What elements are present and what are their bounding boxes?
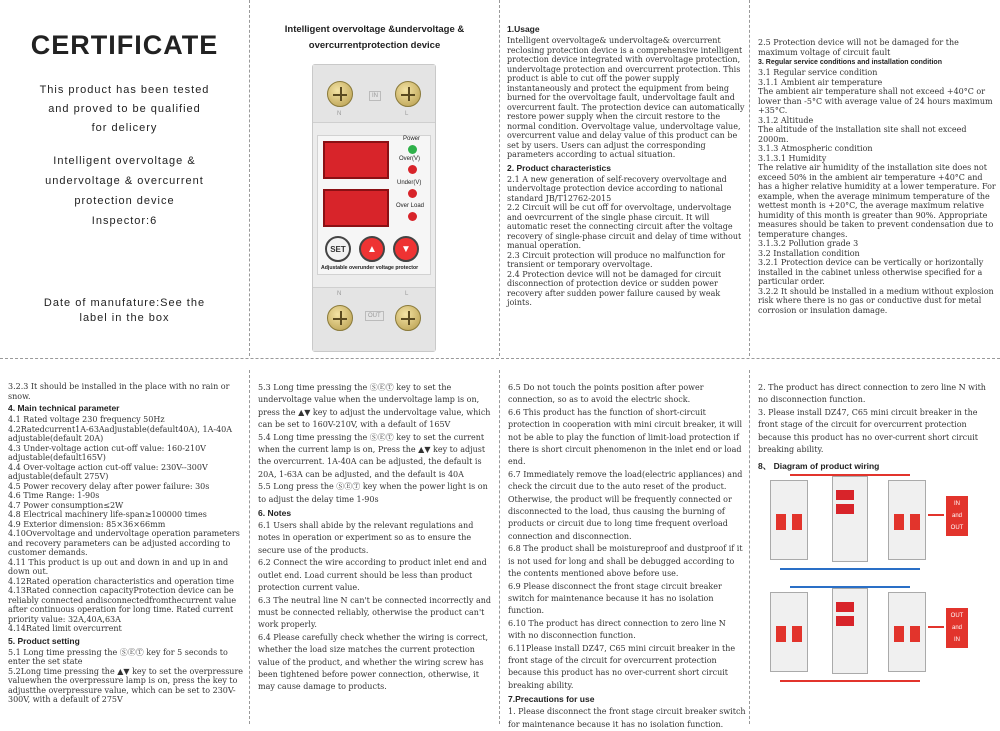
- terminal-label: L: [405, 111, 409, 117]
- wire-blue: [790, 586, 910, 588]
- voltage-display: [323, 141, 389, 179]
- terminal-label: L: [405, 291, 409, 297]
- certificate-line: Intelligent overvoltage &: [53, 155, 196, 167]
- technical-item: 4.4 Over-voltage action cut-off value: 230V--300V adjustable(default 275V): [8, 462, 208, 481]
- date-line: label in the box: [79, 312, 170, 324]
- device-panel: [250, 0, 499, 356]
- technical-item: 4.7 Power consumption≤2W: [8, 500, 124, 510]
- set-button[interactable]: SET: [325, 236, 351, 262]
- condition-item: 3.2.2 It should be installed in a medium without explosion risk where there is no gas or conductive dust for metal corrosion or insulation damage.: [758, 286, 994, 315]
- note-item: 6.6 This product has the function of short-circuit protection in cooperation with mini circuit breaker, it will not be able to play the function of limit-load protection if there is short circuit phenomenon in the inlet end or load end.: [508, 407, 743, 467]
- certificate-product: [0, 151, 249, 231]
- setting-panel: [258, 382, 496, 722]
- io-tag-line: OUT: [950, 525, 964, 531]
- power-led-icon: [408, 145, 417, 154]
- technical-item: 4.8 Electrical machinery life-span≥100000 times: [8, 510, 207, 519]
- breaker-handle-icon: [894, 626, 904, 642]
- overload-label: Over Load: [396, 203, 425, 209]
- divider: [499, 370, 500, 724]
- condition-item: 3.2 Installation condition: [758, 248, 860, 258]
- characteristic-item: 2.4 Protection device will not be damaged for circuit disconnection of protection device or sudden power recovery after sudden power failure caused by weak joints.: [507, 269, 722, 307]
- notes-heading: 6. Notes: [258, 508, 292, 519]
- certificate-line: for delicery: [91, 122, 158, 134]
- under-voltage-label: Under(V): [397, 180, 422, 186]
- divider: [249, 370, 250, 724]
- precautions-heading: 7.Precautions for use: [508, 694, 595, 705]
- note-item: 6.5 Do not touch the points position after power connection, so as to avoid the electric shock.: [508, 383, 704, 405]
- note-item: 6.11Please install DZ47, C65 mini circuit breaker in the front stage of the circuit for overcurrent protection because this product has no over-current short circuit breaking ability.: [508, 643, 736, 690]
- divider: [0, 358, 1000, 359]
- breaker-handle-icon: [792, 626, 802, 642]
- under-voltage-led-icon: [408, 189, 417, 198]
- wiring-panel: [758, 382, 996, 722]
- note-item: 6.2 Connect the wire according to product inlet end and outlet end. Load current should be less than product protection current value.: [258, 558, 487, 593]
- terminal-label: OUT: [365, 311, 384, 321]
- technical-item: 4.13Rated connection capacityProtection device can be reliably connected andisconnectedfromthecurrent value after continuous operation for long time. Rated current priority value: 32A,40A,63A: [8, 586, 237, 624]
- certificate-line: This product has been tested: [39, 84, 210, 96]
- notes-panel: [508, 382, 746, 729]
- wire-red: [790, 474, 910, 476]
- note-item: 6.7 Immediately remove the load(electric appliances) and check the circuit due to the auto reset of the product. Otherwise, the product will be frequently connected or disconnected to the load, thus causing the burning of products or circuit due to long time frequent overload connection and disconnection.: [508, 469, 743, 541]
- setting-item: 5.5 Long press the ⓈⒺⓉ key when the power light is on to adjust the delay time 1-90s: [258, 482, 488, 504]
- condition-item: 3.1.3.2 Pollution grade 3: [758, 239, 859, 248]
- characteristic-item: 2.3 Circuit protection will produce no malfunction for transient or temporary overvoltage.: [507, 250, 726, 269]
- screw-icon: [395, 305, 421, 331]
- technical-item: 4.1 Rated voltage 230 frequency 50Hz: [8, 415, 165, 424]
- note-item: 6.9 Please disconnect the front stage circuit breaker switch for maintenance because it has no isolation function.: [508, 581, 722, 616]
- io-tag-line: and: [951, 513, 962, 519]
- setting-item: 5.4 Long time pressing the ⓈⒺⓉ key to set the current when the current lamp is on, Press the ▲▼ key to adjust the overcurrent. 1A-40A can be adjusted, the default is 20A, 1-63A can be adjusted, and the default is 40A: [258, 432, 486, 479]
- wiring-note: 2. The product has direct connection to zero line N with no disconnection function.: [758, 383, 986, 405]
- display-icon: [836, 602, 854, 612]
- power-label: Power: [403, 136, 421, 142]
- condition-item: 3.1.3.1 Humidity: [758, 153, 827, 163]
- wire-blue: [780, 568, 920, 570]
- technical-item: 4.11 This product is up out and down in and up in and down out.: [8, 557, 229, 576]
- up-button[interactable]: [359, 236, 385, 262]
- certificate-line: undervoltage & overcurrent: [45, 175, 204, 187]
- technical-item: 4.9 Exterior dimension: 85×36×66mm: [8, 519, 166, 529]
- technical-item: 4.5 Power recovery delay after power failure: 30s: [8, 481, 210, 491]
- divider: [499, 0, 500, 356]
- usage-heading: 1.Usage: [507, 24, 540, 34]
- device-title-line: Intelligent overvoltage &undervoltage &: [284, 24, 465, 35]
- protector-icon: [832, 476, 868, 562]
- wiring-diagram-2: [770, 586, 984, 686]
- technical-panel: [8, 382, 246, 722]
- overload-led-icon: [408, 212, 417, 221]
- breaker-handle-icon: [894, 514, 904, 530]
- wire-red: [780, 680, 920, 682]
- display-icon: [836, 504, 854, 514]
- condition-item: The ambient air temperature shall not exceed +40°C or lower than -5°C with average value of 24 hours maximum +35°C.: [758, 87, 993, 115]
- io-tag-line: and: [951, 625, 962, 631]
- technical-item: 4.3 Under-voltage action cut-off value: 160-210V adjustable(default165V): [8, 443, 206, 462]
- condition-item: 3.2.1 Protection device can be vertically or horizontally installed in the cabinet unless otherwise specified for a particular order.: [758, 258, 984, 286]
- conditions-heading: 3. Regular service conditions and installation condition: [758, 59, 942, 66]
- screw-icon: [327, 81, 353, 107]
- io-tag-line: OUT: [950, 613, 964, 619]
- display-icon: [836, 490, 854, 500]
- technical-item: 4.12Rated operation characteristics and operation time: [8, 576, 234, 586]
- screw-icon: [395, 81, 421, 107]
- divider: [749, 370, 750, 724]
- setting-item: 5.3 Long time pressing the ⓈⒺⓉ key to set the undervoltage value when the undervoltage lamp is on, press the ▲▼ key to adjust the undervoltage value, which can be set to 160V-210V, with a default of 165V: [258, 383, 491, 430]
- characteristic-item: 2.2 Circuit will be cut off for overvoltage, undervoltage and oevrcurrent of the single phase circuit. It will automatic reset the connecting circuit after the voltage recovery of single-phase circuit and delay of time without manual operation.: [507, 203, 742, 250]
- conditions-panel: [758, 38, 996, 356]
- io-tag-line: IN: [954, 637, 960, 643]
- wiring-diagram-1: [770, 474, 984, 574]
- certificate-panel: [0, 0, 249, 356]
- terminal-label: N: [337, 291, 342, 297]
- triangle-up-icon: ▲: [367, 243, 377, 255]
- current-display: [323, 189, 389, 227]
- terminal-label: N: [337, 111, 342, 117]
- condition-item: The relative air humidity of the installation site does not exceed 50% in the ambient air temperature +40°C and has a higher relative humidity at a lower temperature. For example, when the average minimum temperature of the wettest month is +20°C, the average maximum relative humidity of this month is greater than 90%. Appropriate measures should be taken to prevent condensation due to temperature changes.: [758, 163, 996, 239]
- over-voltage-label: Over(V): [399, 156, 420, 162]
- certificate-statement: [0, 81, 249, 138]
- note-item: 6.8 The product shall be moistureproof and dustproof if it is not used for long and shall be debugged according to the contents mentioned above before use.: [508, 544, 743, 579]
- date-line: Date of manufature:See the: [43, 297, 206, 309]
- condition-item: 3.1.1 Ambient air temperature: [758, 77, 883, 87]
- device-title: [250, 22, 499, 54]
- wire-red: [928, 514, 944, 516]
- condition-intro: 2.5 Protection device will not be damaged for the maximum voltage of circuit fault: [758, 38, 959, 57]
- io-tag-line: IN: [954, 501, 960, 507]
- wiring-heading: 8、 Diagram of product wiring: [758, 461, 880, 472]
- inspector: Inspector:6: [91, 215, 158, 227]
- io-tag: [946, 496, 968, 536]
- note-item: 6.10 The product has direct connection to zero line N with no disconnection function.: [508, 618, 726, 641]
- terminal-label: IN: [369, 91, 381, 101]
- display-icon: [836, 616, 854, 626]
- device-title-line: overcurrentprotection device: [308, 40, 441, 51]
- technical-item: 4.10Overvoltage and undervoltage operation parameters and recovery parameters can be adjusted according to customer demands.: [8, 529, 240, 557]
- triangle-down-icon: ▼: [401, 243, 411, 255]
- io-tag: [946, 608, 968, 648]
- characteristics-heading: 2. Product characteristics: [507, 162, 611, 173]
- certificate-line: protection device: [74, 195, 175, 207]
- technical-intro: 3.2.3 It should be installed in the place with no rain or snow.: [8, 382, 230, 401]
- device-photo: [312, 64, 436, 352]
- precaution-item: 1. Please disconnect the front stage circuit breaker switch for maintenance because it has no isolation function.: [508, 707, 746, 729]
- technical-item: 4.6 Time Range: 1-90s: [8, 491, 100, 500]
- manufacture-date: [0, 296, 249, 326]
- condition-item: 3.1 Regular service condition: [758, 68, 878, 77]
- note-item: 6.1 Users shall abide by the relevant regulations and notes in operation or experiment so as to ensure the secure use of the products.: [258, 521, 474, 555]
- certificate-title: CERTIFICATE: [30, 30, 219, 60]
- wire-red: [928, 626, 944, 628]
- usage-text: Intelligent overvoltage& undervoltage& overcurrent reclosing protection device is a comprehensive intelligent protection device integrated with overvoltage protection, undervoltage protection and overcurrent protection. This product is able to cut off the power supply instantaneously and protect the equipment from being burned for the overvoltage fault, undervoltage fault and overcurrent fault. The protection device can automatically restore power supply when the circuit restore to the normal condition. Overvoltage value, undervoltage value, overcurrent value and delay value of this product can be set by users. Users can adjust the corresponding parameters according to actual situation.: [507, 36, 745, 159]
- down-button[interactable]: [393, 236, 419, 262]
- protector-icon: [832, 588, 868, 674]
- technical-heading: 4. Main technical parameter: [8, 403, 120, 413]
- breaker-handle-icon: [910, 514, 920, 530]
- setting-item: 5.2Long time pressing the ▲▼ key to set the overpressure valuewhen the overpressure lamp is on, press the key to adjustthe overpressure value, which can be set to 230V-300V, with a default of 275V: [8, 666, 244, 704]
- setting-item: 5.1 Long time pressing the ⓈⒺⓉ key for 5 seconds to enter the set state: [8, 647, 228, 666]
- breaker-handle-icon: [776, 626, 786, 642]
- device-model-text: Adjustable overunder voltage protector: [321, 265, 419, 271]
- breaker-handle-icon: [910, 626, 920, 642]
- product-setting-heading: 5. Product setting: [8, 635, 80, 646]
- over-voltage-led-icon: [408, 165, 417, 174]
- technical-item: 4.2Ratedcurrent1A-63Aadjustable(default40A), 1A-40A adjustable(default 20A): [8, 424, 233, 443]
- breaker-handle-icon: [792, 514, 802, 530]
- certificate-line: and proved to be qualified: [48, 103, 201, 115]
- screw-icon: [327, 305, 353, 331]
- divider: [749, 0, 750, 356]
- note-item: 6.4 Please carefully check whether the wiring is correct, whether the load size matches the current protection value of the product, and whether the wiring screw has been tightened before power connection, otherwise, it may cause damage to products.: [258, 632, 489, 692]
- wiring-note: 3. Please install DZ47, C65 mini circuit breaker in the front stage of the circuit for overcurrent protection because this product has no over-current short circuit breaking ability.: [758, 407, 979, 455]
- condition-item: 3.1.2 Altitude: [758, 115, 814, 125]
- condition-item: The altitude of the installation site shall not exceed 2000m.: [758, 125, 967, 144]
- usage-panel: [507, 22, 745, 356]
- technical-item: 4.14Rated limit overcurrent: [8, 624, 122, 633]
- condition-item: 3.1.3 Atmospheric condition: [758, 144, 873, 153]
- characteristic-item: 2.1 A new generation of self-recovery overvoltage and undervoltage protection device according to national standard JB/T12762-2015: [507, 174, 727, 203]
- breaker-handle-icon: [776, 514, 786, 530]
- note-item: 6.3 The neutral line N can't be connected incorrectly and must be connected reliably, otherwise the product can't work properly.: [258, 595, 492, 630]
